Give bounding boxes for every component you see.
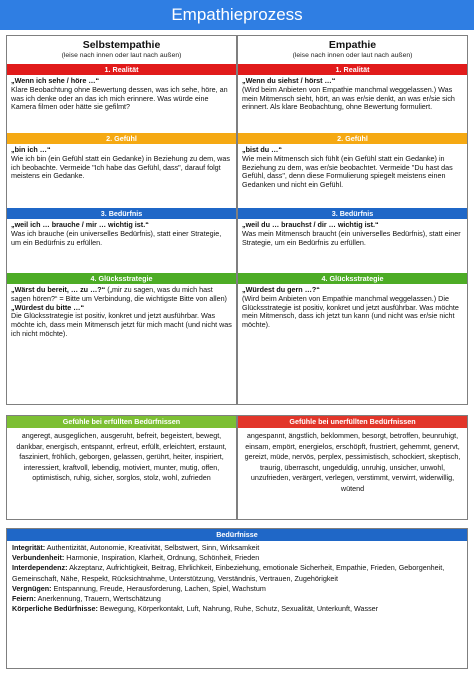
page-title: Empathieprozess bbox=[0, 0, 474, 30]
section-quote: „bist du …“ bbox=[242, 145, 282, 154]
feelings-met-box bbox=[6, 415, 237, 520]
section-gluecksstrategie bbox=[7, 284, 236, 342]
needs-label: Verbundenheit: bbox=[12, 553, 65, 563]
section-text: Klare Beobachtung ohne Bewertung dessen, was ich sehe, höre, an was ich denke oder an das ich mich erinnere. Was würde eine Kamera filmen oder hätte sie gefilmt? bbox=[11, 84, 228, 112]
section-bar-beduerfnis: 3. Bedürfnis bbox=[238, 208, 467, 219]
section-bar-gluecksstrategie: 4. Glücksstrategie bbox=[7, 273, 236, 284]
section-gluecksstrategie bbox=[238, 284, 467, 333]
needs-row-koerperlich bbox=[12, 604, 462, 614]
selbstempathie-column bbox=[6, 35, 237, 405]
feelings-unmet-list: angespannt, ängstlich, beklommen, besorgt, betroffen, beunruhigt, einsam, empört, energielos, erschöpft, frustriert, gehemmt, genervt, gereizt, müde, nervös, perplex, pessimistisch, schockiert, skeptisch, traurig, überrascht, ungeduldig, unruhig, unsicher, unwohl, unzufrieden, verärgert, verlegen, verstimmt, verwirrt, widerwillig, wütend bbox=[244, 431, 461, 493]
needs-text: Authentizität, Autonomie, Kreativität, Selbstwert, Sinn, Wirksamkeit bbox=[45, 543, 260, 552]
needs-row-integritaet bbox=[12, 543, 462, 553]
section-bar-gefuehl: 2. Gefühl bbox=[7, 133, 236, 144]
column-heading: Selbstempathie bbox=[82, 39, 161, 51]
column-header bbox=[7, 36, 236, 64]
needs-text: Akzeptanz, Aufrichtigkeit, Beitrag, Ehrlichkeit, Einbeziehung, emotionale Sicherheit, Empathie, Frieden, Geborgenheit, Gemeinschaft, Nähe, Respekt, Rücksichtnahme, Unterstützung, Verständnis, Vertrauen, Zugehörigkeit bbox=[12, 563, 445, 583]
section-quote: „Würdest du gern …?“ bbox=[242, 285, 320, 294]
column-subheading: (leise nach innen oder laut nach außen) bbox=[292, 52, 413, 59]
needs-label: Interdependenz: bbox=[12, 563, 68, 573]
empathie-column bbox=[237, 35, 468, 405]
section-beduerfnis bbox=[7, 219, 236, 273]
section-quote: „Wenn du siehst / hörst …“ bbox=[242, 76, 336, 85]
section-text: (Wird beim Anbieten von Empathie manchmal weggelassen.) Was mein Mitmensch sieht, hört, an was er/sie denkt, an was er/sie sich erinnert. Als klare Beobachtung, ohne Bewertung formuliert. bbox=[242, 84, 455, 112]
needs-label: Vergnügen: bbox=[12, 583, 52, 593]
feelings-unmet-box bbox=[237, 415, 468, 520]
section-bar-realitaet: 1. Realität bbox=[7, 64, 236, 75]
feelings-met-list: angeregt, ausgeglichen, ausgeruht, befreit, begeistert, bewegt, dankbar, energisch, entspannt, erfreut, erfüllt, erleichtert, erstaunt, fasziniert, fröhlich, geborgen, gelassen, gerührt, heiter, inspiriert, interessiert, kraftvoll, lebendig, motiviert, munter, mutig, offen, optimistisch, ruhig, sicher, sorglos, stolz, wohl, zufrieden bbox=[16, 431, 227, 483]
needs-label: Körperliche Bedürfnisse: bbox=[12, 604, 98, 614]
needs-label: Feiern: bbox=[12, 594, 36, 604]
section-text: (Wird beim Anbieten von Empathie manchmal weggelassen.) Die Glücksstrategie ist positiv, konkret und jetzt ausführbar. Was möchte mein Mitmensch, dass ich jetzt tun kann (und nicht was er/sie nicht möchte). bbox=[242, 293, 459, 330]
column-header bbox=[238, 36, 467, 64]
section-bar-gefuehl: 2. Gefühl bbox=[238, 133, 467, 144]
needs-row-interdependenz bbox=[12, 563, 462, 583]
needs-list bbox=[7, 541, 467, 616]
needs-text: Bewegung, Körperkontakt, Luft, Nahrung, Ruhe, Schutz, Sexualität, Unterkunft, Wasser bbox=[97, 604, 379, 614]
feelings-met-heading: Gefühle bei erfüllten Bedürfnissen bbox=[7, 416, 236, 428]
needs-label: Integrität: bbox=[12, 543, 46, 552]
column-heading: Empathie bbox=[328, 39, 377, 51]
section-text: Was mein Mitmensch braucht (ein universelles Bedürfnis), statt einer Strategie, um ein Bedürfnis zu erfüllen. bbox=[242, 228, 461, 247]
section-quote-2: „Würdest du bitte …“ bbox=[11, 302, 85, 312]
needs-text: Harmonie, Inspiration, Klarheit, Ordnung, Schönheit, Frieden bbox=[64, 553, 260, 563]
section-quote: „weil du … brauchst / dir … wichtig ist.“ bbox=[242, 220, 379, 229]
section-beduerfnis bbox=[238, 219, 467, 273]
needs-heading: Bedürfnisse bbox=[7, 529, 467, 541]
section-bar-beduerfnis: 3. Bedürfnis bbox=[7, 208, 236, 219]
section-gefuehl bbox=[238, 144, 467, 208]
section-realitaet bbox=[238, 75, 467, 133]
section-quote: „Wenn ich sehe / höre …“ bbox=[11, 76, 100, 85]
section-quote: „Wärst du bereit, … zu …?“ bbox=[11, 285, 106, 294]
section-text-2: Die Glücksstrategie ist positiv, konkret und jetzt ausführbar. Was möchte ich, dass mein Mitmensch jetzt für mich macht (und nicht was ich nicht möchte). bbox=[11, 311, 232, 338]
needs-text: Anerkennung, Trauern, Wertschätzung bbox=[35, 594, 161, 604]
section-quote: „weil ich … brauche / mir … wichtig ist.“ bbox=[11, 220, 149, 229]
section-text: Wie ich bin (ein Gefühl statt ein Gedanke) in Beziehung zu dem, was ich beobachte. Vermeide "Ich habe das Gefühl, dass", darauf folgt meistens ein Gedanke. bbox=[11, 153, 230, 181]
section-text: Was ich brauche (ein universelles Bedürfnis), statt einer Strategie, um ein Bedürfnis zu erfüllen. bbox=[11, 228, 222, 247]
section-quote: „bin ich …“ bbox=[11, 145, 51, 154]
needs-row-feiern bbox=[12, 594, 462, 604]
needs-row-verbundenheit bbox=[12, 553, 462, 563]
needs-row-vergnuegen bbox=[12, 584, 462, 594]
feelings-unmet-heading: Gefühle bei unerfüllten Bedürfnissen bbox=[238, 416, 467, 428]
column-subheading: (leise nach innen oder laut nach außen) bbox=[61, 52, 182, 59]
section-text: Wie mein Mitmensch sich fühlt (ein Gefühl statt ein Gedanke) in Beziehung zu dem, was er/sie beobachtet. Vermeide "Du hast das Gefühl, dass", denn diese Formulierung spiegelt meistens einen Gedanken und nicht ein Gefühl. bbox=[242, 153, 453, 190]
section-realitaet bbox=[7, 75, 236, 133]
section-text: („mir zu sagen, was du mich hast sagen hören?“ = Bitte um Verbindung, die wichtigste Bitte von allen) bbox=[11, 285, 227, 303]
section-gefuehl bbox=[7, 144, 236, 208]
section-bar-gluecksstrategie: 4. Glücksstrategie bbox=[238, 273, 467, 284]
needs-text: Entspannung, Freude, Herausforderung, Lachen, Spiel, Wachstum bbox=[51, 583, 266, 593]
section-bar-realitaet: 1. Realität bbox=[238, 64, 467, 75]
needs-box bbox=[6, 528, 468, 669]
